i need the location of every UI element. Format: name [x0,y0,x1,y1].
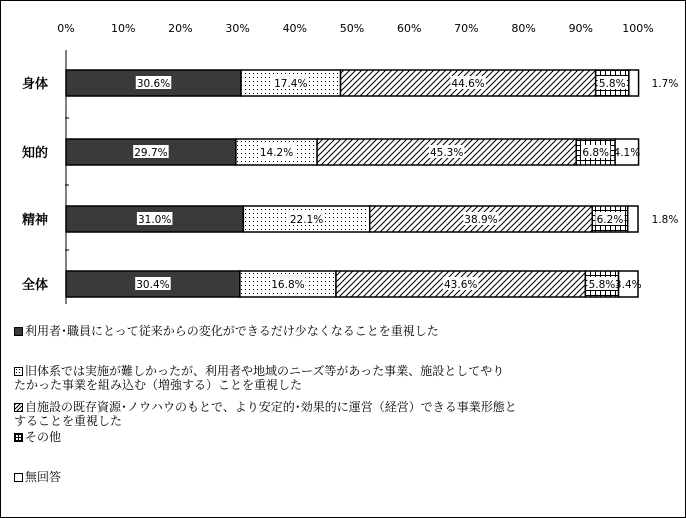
legend-swatch [14,433,23,442]
data-label: 38.9% [464,214,498,226]
legend-label: することを重視した [14,414,123,428]
category-label: 知的 [22,146,49,161]
legend-item [14,400,634,428]
legend-label: 自施設の既存資源･ノウハウのもとで、より安定的･効果的に運営（経営）できる事業形態と [25,400,517,414]
legend-swatch [14,367,23,376]
data-label: 16.8% [271,279,305,291]
legend-label: 利用者･職員にとって従来からの変化ができるだけ少なくなることを重視した [25,324,439,338]
category-label: 全体 [22,278,49,293]
legend-swatch [14,403,23,412]
data-label: 1.8% [651,214,679,226]
data-label: 45.3% [429,147,464,159]
x-tick-label: 0% [57,22,75,35]
x-tick-label: 100% [622,22,654,35]
legend-label: その他 [25,430,62,444]
x-tick-label: 30% [225,22,250,35]
x-tick-label: 70% [454,22,479,35]
legend-item [14,430,634,444]
legend-label: 無回答 [25,470,62,484]
data-label: 22.1% [289,214,324,226]
data-label: 6.2% [596,214,624,226]
data-label: 1.7% [651,78,679,90]
category-label: 身体 [22,77,49,92]
bar-segment [628,206,638,232]
legend-swatch [14,473,23,482]
data-label: 3.4% [614,279,642,291]
x-tick-label: 90% [568,22,594,35]
x-tick-label: 40% [282,22,308,35]
data-label: 30.4% [136,279,170,291]
bar-layer [66,70,678,297]
legend-swatch [14,327,23,336]
legend-item [14,324,634,338]
x-tick-label: 60% [396,22,422,35]
data-label: 31.0% [137,214,172,226]
category-label: 精神 [22,213,49,228]
data-label: 5.8% [588,279,616,291]
legend [14,322,634,512]
data-label: 6.8% [582,147,610,159]
legend-item [14,470,634,484]
bar-segment [629,70,639,96]
data-label: 44.6% [451,78,485,90]
x-tick-label: 80% [511,22,536,35]
legend-label: たかった事業を組み込む（増強する）ことを重視した [14,378,303,392]
data-label: 17.4% [274,78,308,90]
data-label: 43.6% [444,279,478,291]
legend-label: 旧体系では実施が難しかったが、利用者や地域のニーズ等があった事業、施設としてやり [25,364,505,378]
data-label: 30.6% [136,78,171,90]
x-tick-label: 20% [168,22,193,35]
x-tick-label: 10% [110,22,136,35]
legend-item [14,364,634,392]
data-label: 5.8% [598,78,626,90]
data-label: 14.2% [259,147,294,159]
x-tick-label: 50% [339,22,365,35]
data-label: 4.1% [613,147,641,159]
data-label: 29.7% [134,147,168,159]
